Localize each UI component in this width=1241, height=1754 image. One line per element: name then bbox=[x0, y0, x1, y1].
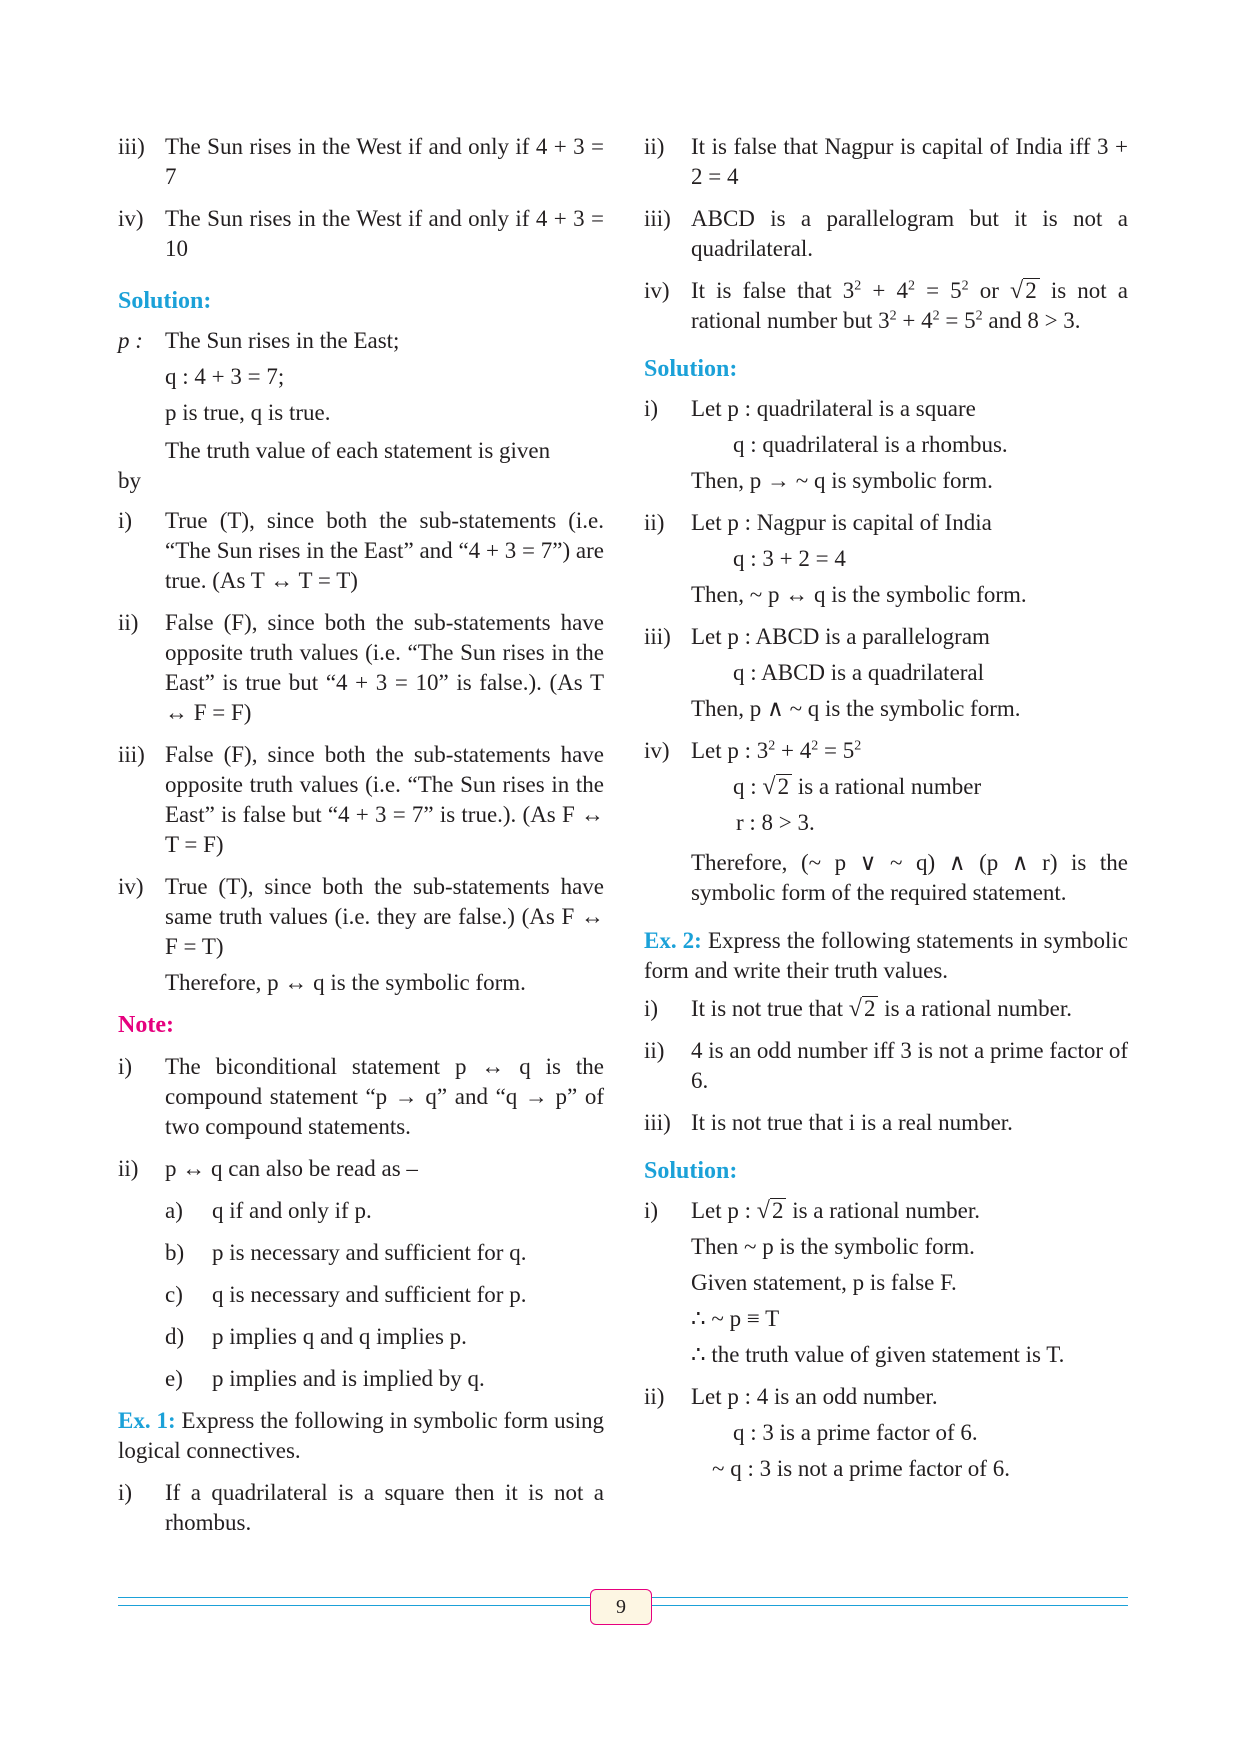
solution-line: q : 3 is a prime factor of 6. bbox=[733, 1420, 978, 1445]
text-part: q : bbox=[733, 774, 763, 799]
list-item bbox=[118, 1154, 604, 1184]
item-text bbox=[691, 736, 1128, 766]
text-part: is a rational number bbox=[792, 774, 982, 799]
solution-item bbox=[644, 622, 1128, 652]
list-item bbox=[118, 608, 604, 728]
superscript: 2 bbox=[768, 738, 776, 754]
truth-intro: The truth value of each statement is given bbox=[165, 438, 551, 463]
item-number: i) bbox=[644, 396, 659, 421]
list-item bbox=[118, 204, 604, 264]
sqrt-symbol: √2 bbox=[757, 1196, 787, 1226]
item-number: ii) bbox=[118, 1156, 139, 1181]
solution-line: ~ q : 3 is not a prime factor of 6. bbox=[712, 1456, 1010, 1481]
list-item bbox=[644, 204, 1128, 264]
text-part: = 5 bbox=[914, 278, 962, 303]
q-definition: q : 4 + 3 = 7; bbox=[165, 364, 285, 389]
solution-item bbox=[644, 394, 1128, 424]
solution-line: q : quadrilateral is a rhombus. bbox=[733, 432, 1008, 457]
solution-item bbox=[644, 736, 1128, 766]
item-number: i) bbox=[118, 1054, 133, 1079]
item-number: i) bbox=[118, 1480, 133, 1505]
text-part: Let p : bbox=[691, 1198, 757, 1223]
item-text: False (F), since both the sub-statements have opposite truth values (i.e. “The Sun rises in the East” is true but “4 + 3 = 10” is false.). (As T ↔ F = F) bbox=[165, 610, 604, 725]
item-number: i) bbox=[644, 996, 659, 1021]
truth-intro-by: by bbox=[118, 468, 141, 493]
superscript: 2 bbox=[811, 738, 819, 754]
item-number: iii) bbox=[644, 624, 671, 649]
solution-item bbox=[644, 1382, 1128, 1412]
item-number: ii) bbox=[644, 1038, 665, 1063]
item-number: iv) bbox=[118, 874, 144, 899]
sqrt-symbol: √2 bbox=[1010, 276, 1040, 306]
text-part: = 5 bbox=[818, 738, 855, 763]
list-item bbox=[644, 132, 1128, 192]
list-item bbox=[644, 994, 1128, 1024]
example-1 bbox=[118, 1406, 604, 1466]
list-item bbox=[118, 1478, 604, 1538]
item-text bbox=[691, 994, 1128, 1024]
superscript: 2 bbox=[932, 308, 940, 324]
alpha-item bbox=[165, 1238, 604, 1268]
superscript: 2 bbox=[854, 278, 862, 294]
item-text: p ↔ q can also be read as – bbox=[165, 1156, 418, 1181]
example-label: Ex. 2: bbox=[644, 928, 702, 953]
list-item bbox=[118, 872, 604, 962]
item-text: True (T), since both the sub-statements (i.e. “The Sun rises in the East” and “4 + 3 = 7”) are true. (As T ↔ T = T) bbox=[165, 508, 604, 593]
solution-line: Therefore, (~ p ∨ ~ q) ∧ (p ∧ r) is the symbolic form of the required statement. bbox=[691, 850, 1128, 905]
item-text: q is necessary and sufficient for p. bbox=[212, 1282, 527, 1307]
list-item bbox=[118, 506, 604, 596]
note-heading: Note: bbox=[118, 1012, 174, 1038]
item-letter: b) bbox=[165, 1240, 185, 1265]
list-item bbox=[118, 1052, 604, 1142]
text-part: and 8 > 3. bbox=[982, 308, 1081, 333]
solution-line: ∴ the truth value of given statement is T. bbox=[691, 1342, 1065, 1367]
text-part: + 4 bbox=[861, 278, 908, 303]
solution-heading: Solution: bbox=[644, 356, 738, 382]
alpha-item bbox=[165, 1322, 604, 1352]
sqrt-radicand: 2 bbox=[1023, 278, 1040, 303]
text-part: + 4 bbox=[775, 738, 812, 763]
item-number: i) bbox=[644, 1198, 659, 1223]
item-text: p implies and is implied by q. bbox=[212, 1366, 485, 1391]
text-part: or bbox=[968, 278, 1011, 303]
example-2 bbox=[644, 926, 1128, 986]
superscript: 2 bbox=[889, 308, 897, 324]
solution-heading: Solution: bbox=[644, 1158, 738, 1184]
solution-line: q : 3 + 2 = 4 bbox=[733, 546, 846, 571]
solution-line: q : ABCD is a quadrilateral bbox=[733, 660, 985, 685]
alpha-item bbox=[165, 1280, 604, 1310]
page-number: 9 bbox=[590, 1589, 652, 1625]
sqrt-radicand: 2 bbox=[770, 1198, 787, 1223]
solution-heading: Solution: bbox=[118, 288, 212, 314]
superscript: 2 bbox=[854, 738, 862, 754]
sqrt-radicand: 2 bbox=[776, 774, 793, 799]
left-column bbox=[118, 132, 604, 1550]
solution-item bbox=[644, 508, 1128, 538]
item-letter: a) bbox=[165, 1198, 183, 1223]
solution-line bbox=[733, 772, 1128, 802]
list-item bbox=[644, 1036, 1128, 1096]
item-text: The Sun rises in the West if and only if 4 + 3 = 10 bbox=[165, 206, 604, 261]
item-text: It is not true that i is a real number. bbox=[691, 1110, 1013, 1135]
text-part: It is false that 3 bbox=[691, 278, 855, 303]
solution-line: Then, ~ p ↔ q is the symbolic form. bbox=[691, 582, 1027, 607]
therefore-line: Therefore, p ↔ q is the symbolic form. bbox=[165, 970, 526, 995]
item-text: p is necessary and sufficient for q. bbox=[212, 1240, 527, 1265]
text-part: = 5 bbox=[939, 308, 976, 333]
item-text: Let p : quadrilateral is a square bbox=[691, 396, 976, 421]
item-letter: e) bbox=[165, 1366, 183, 1391]
solution-line: ∴ ~ p ≡ T bbox=[691, 1306, 780, 1331]
superscript: 2 bbox=[907, 278, 915, 294]
solution-line: Given statement, p is false F. bbox=[691, 1270, 957, 1295]
item-number: ii) bbox=[644, 510, 665, 535]
item-text: 4 is an odd number iff 3 is not a prime factor of 6. bbox=[691, 1038, 1128, 1093]
item-text: Let p : ABCD is a parallelogram bbox=[691, 624, 990, 649]
item-letter: c) bbox=[165, 1282, 183, 1307]
truth-line: p is true, q is true. bbox=[165, 400, 331, 425]
sqrt-symbol: √2 bbox=[762, 772, 792, 802]
list-item bbox=[644, 1108, 1128, 1138]
text-part: + 4 bbox=[896, 308, 933, 333]
text-part: Let p : 3 bbox=[691, 738, 769, 763]
item-number: iv) bbox=[118, 206, 144, 231]
example-label: Ex. 1: bbox=[118, 1408, 176, 1433]
item-text: Let p : Nagpur is capital of India bbox=[691, 510, 992, 535]
right-column bbox=[644, 132, 1128, 1490]
solution-line: r : 8 > 3. bbox=[736, 810, 815, 835]
page-footer bbox=[118, 1587, 1128, 1627]
text-part: It is not true that bbox=[691, 996, 849, 1021]
item-text: It is false that Nagpur is capital of India iff 3 + 2 = 4 bbox=[691, 134, 1128, 189]
item-text: The Sun rises in the West if and only if 4 + 3 = 7 bbox=[165, 134, 604, 189]
text-part: is not a rational number but 3 bbox=[691, 278, 1128, 333]
text-part: is a rational number. bbox=[786, 1198, 981, 1223]
item-number: ii) bbox=[644, 134, 665, 159]
item-text bbox=[691, 1196, 1128, 1226]
item-text: p implies q and q implies p. bbox=[212, 1324, 467, 1349]
item-number: ii) bbox=[118, 610, 139, 635]
p-definition bbox=[118, 326, 604, 356]
superscript: 2 bbox=[961, 278, 969, 294]
item-number: iii) bbox=[118, 134, 145, 159]
item-text bbox=[691, 276, 1128, 336]
item-text: If a quadrilateral is a square then it is not a rhombus. bbox=[165, 1480, 604, 1535]
superscript: 2 bbox=[975, 308, 983, 324]
item-text: Let p : 4 is an odd number. bbox=[691, 1384, 938, 1409]
item-number: iii) bbox=[644, 1110, 671, 1135]
item-text: The biconditional statement p ↔ q is the compound statement “p → q” and “q → p” of two compound statements. bbox=[165, 1054, 604, 1139]
solution-line: Then, p → ~ q is symbolic form. bbox=[691, 468, 993, 493]
solution-item bbox=[644, 1196, 1128, 1226]
sqrt-radicand: 2 bbox=[862, 996, 879, 1021]
sqrt-symbol: √2 bbox=[849, 994, 879, 1024]
list-item bbox=[118, 132, 604, 192]
solution-line: Then, p ∧ ~ q is the symbolic form. bbox=[691, 696, 1021, 721]
p-label: p : bbox=[118, 328, 143, 353]
item-text: True (T), since both the sub-statements have same truth values (i.e. they are false.) (As F ↔ F = T) bbox=[165, 874, 604, 959]
item-text: q if and only if p. bbox=[212, 1198, 372, 1223]
item-number: iv) bbox=[644, 738, 670, 763]
item-letter: d) bbox=[165, 1324, 185, 1349]
item-number: ii) bbox=[644, 1384, 665, 1409]
alpha-item bbox=[165, 1364, 604, 1394]
text-part: is a rational number. bbox=[878, 996, 1072, 1021]
example-text: Express the following in symbolic form using logical connectives. bbox=[118, 1408, 604, 1463]
example-text: Express the following statements in symbolic form and write their truth values. bbox=[644, 928, 1129, 983]
list-item bbox=[644, 276, 1128, 336]
item-text: ABCD is a parallelogram but it is not a quadrilateral. bbox=[691, 206, 1128, 261]
item-text: False (F), since both the sub-statements have opposite truth values (i.e. “The Sun rises in the East” is false but “4 + 3 = 7” is true.). (As F ↔ T = F) bbox=[165, 742, 604, 857]
item-number: iv) bbox=[644, 278, 670, 303]
list-item bbox=[118, 740, 604, 860]
solution-line: Then ~ p is the symbolic form. bbox=[691, 1234, 975, 1259]
item-number: i) bbox=[118, 508, 133, 533]
p-text: The Sun rises in the East; bbox=[165, 328, 400, 353]
item-number: iii) bbox=[118, 742, 145, 767]
alpha-item bbox=[165, 1196, 604, 1226]
item-number: iii) bbox=[644, 206, 671, 231]
